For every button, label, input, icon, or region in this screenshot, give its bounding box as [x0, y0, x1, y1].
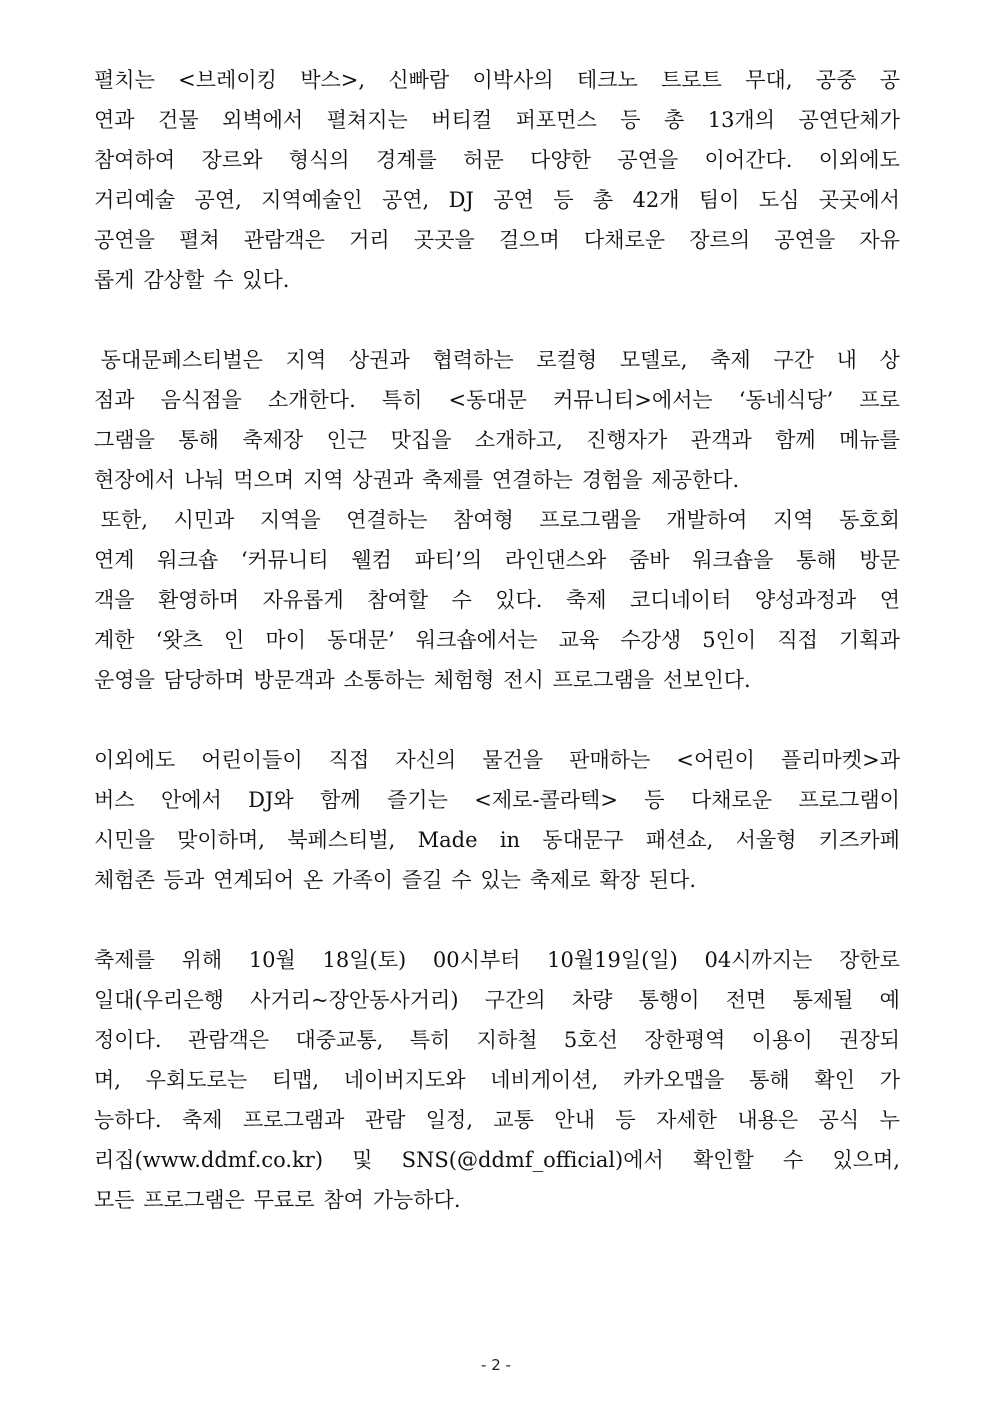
text-line: 거리예술 공연, 지역예술인 공연, DJ 공연 등 총 42개 팀이 도심 곳곳에서 [94, 188, 900, 212]
text-line: 이외에도 어린이들이 직접 자신의 물건을 판매하는 <어린이 플리마켓>과 [94, 748, 900, 772]
text-line: 일대(우리은행 사거리~장안동사거리) 구간의 차량 통행이 전면 통제될 예 [94, 988, 900, 1012]
text-line: 연계 워크숍 ‘커뮤니티 웰컴 파티’의 라인댄스와 줌바 워크숍을 통해 방문 [94, 548, 900, 572]
text-line: 축제를 위해 10월 18일(토) 00시부터 10월19일(일) 04시까지는 장한로 [94, 948, 900, 972]
document-body [94, 60, 900, 1220]
text-line: 시민을 맞이하며, 북페스티벌, Made in 동대문구 패션쇼, 서울형 키즈카페 [94, 828, 900, 852]
text-line: 참여하여 장르와 형식의 경계를 허문 다양한 공연을 이어간다. 이외에도 [94, 148, 900, 172]
text-line: 리집(www.ddmf.co.kr) 및 SNS(@ddmf_official)에서 확인할 수 있으며, [94, 1148, 900, 1172]
text-line: 계한 ‘왓츠 인 마이 동대문’ 워크숍에서는 교육 수강생 5인이 직접 기획과 [94, 628, 900, 652]
text-line: 정이다. 관람객은 대중교통, 특히 지하철 5호선 장한평역 이용이 권장되 [94, 1028, 900, 1052]
text-line: 며, 우회도로는 티맵, 네이버지도와 네비게이션, 카카오맵을 통해 확인 가 [94, 1068, 900, 1092]
text-line: 운영을 담당하며 방문객과 소통하는 체험형 전시 프로그램을 선보인다. [94, 668, 751, 692]
paragraph-performances [94, 60, 900, 300]
text-line: 그램을 통해 축제장 인근 맛집을 소개하고, 진행자가 관객과 함께 메뉴를 [94, 428, 900, 452]
text-line: 공연을 펼쳐 관람객은 거리 곳곳을 걸으며 다채로운 장르의 공연을 자유 [94, 228, 900, 252]
text-line: 버스 안에서 DJ와 함께 즐기는 <제로-콜라텍> 등 다채로운 프로그램이 [94, 788, 900, 812]
page-number: - 2 - [481, 1356, 511, 1374]
text-line: 동대문페스티벌은 지역 상권과 협력하는 로컬형 모델로, 축제 구간 내 상 [94, 348, 900, 372]
text-line: 펼치는 <브레이킹 박스>, 신빠람 이박사의 테크노 트로트 무대, 공중 공 [94, 68, 900, 92]
text-line: 모든 프로그램은 무료로 참여 가능하다. [94, 1188, 461, 1212]
text-line: 능하다. 축제 프로그램과 관람 일정, 교통 안내 등 자세한 내용은 공식 누 [94, 1108, 900, 1132]
paragraph-gap [94, 300, 900, 340]
paragraph-gap [94, 700, 900, 740]
text-line: 객을 환영하며 자유롭게 참여할 수 있다. 축제 코디네이터 양성과정과 연 [94, 588, 900, 612]
text-line: 롭게 감상할 수 있다. [94, 268, 290, 292]
paragraph-local-commerce [94, 340, 900, 700]
text-line: 점과 음식점을 소개한다. 특히 <동대문 커뮤니티>에서는 ‘동네식당’ 프로 [94, 388, 900, 412]
paragraph-traffic-info [94, 940, 900, 1220]
text-line: 연과 건물 외벽에서 펼쳐지는 버티컬 퍼포먼스 등 총 13개의 공연단체가 [94, 108, 900, 132]
paragraph-gap [94, 900, 900, 940]
text-line: 현장에서 나눠 먹으며 지역 상권과 축제를 연결하는 경험을 제공한다. [94, 468, 740, 492]
paragraph-family-programs [94, 740, 900, 900]
text-line: 체험존 등과 연계되어 온 가족이 즐길 수 있는 축제로 확장 된다. [94, 868, 697, 892]
text-line: 또한, 시민과 지역을 연결하는 참여형 프로그램을 개발하여 지역 동호회 [94, 508, 900, 532]
